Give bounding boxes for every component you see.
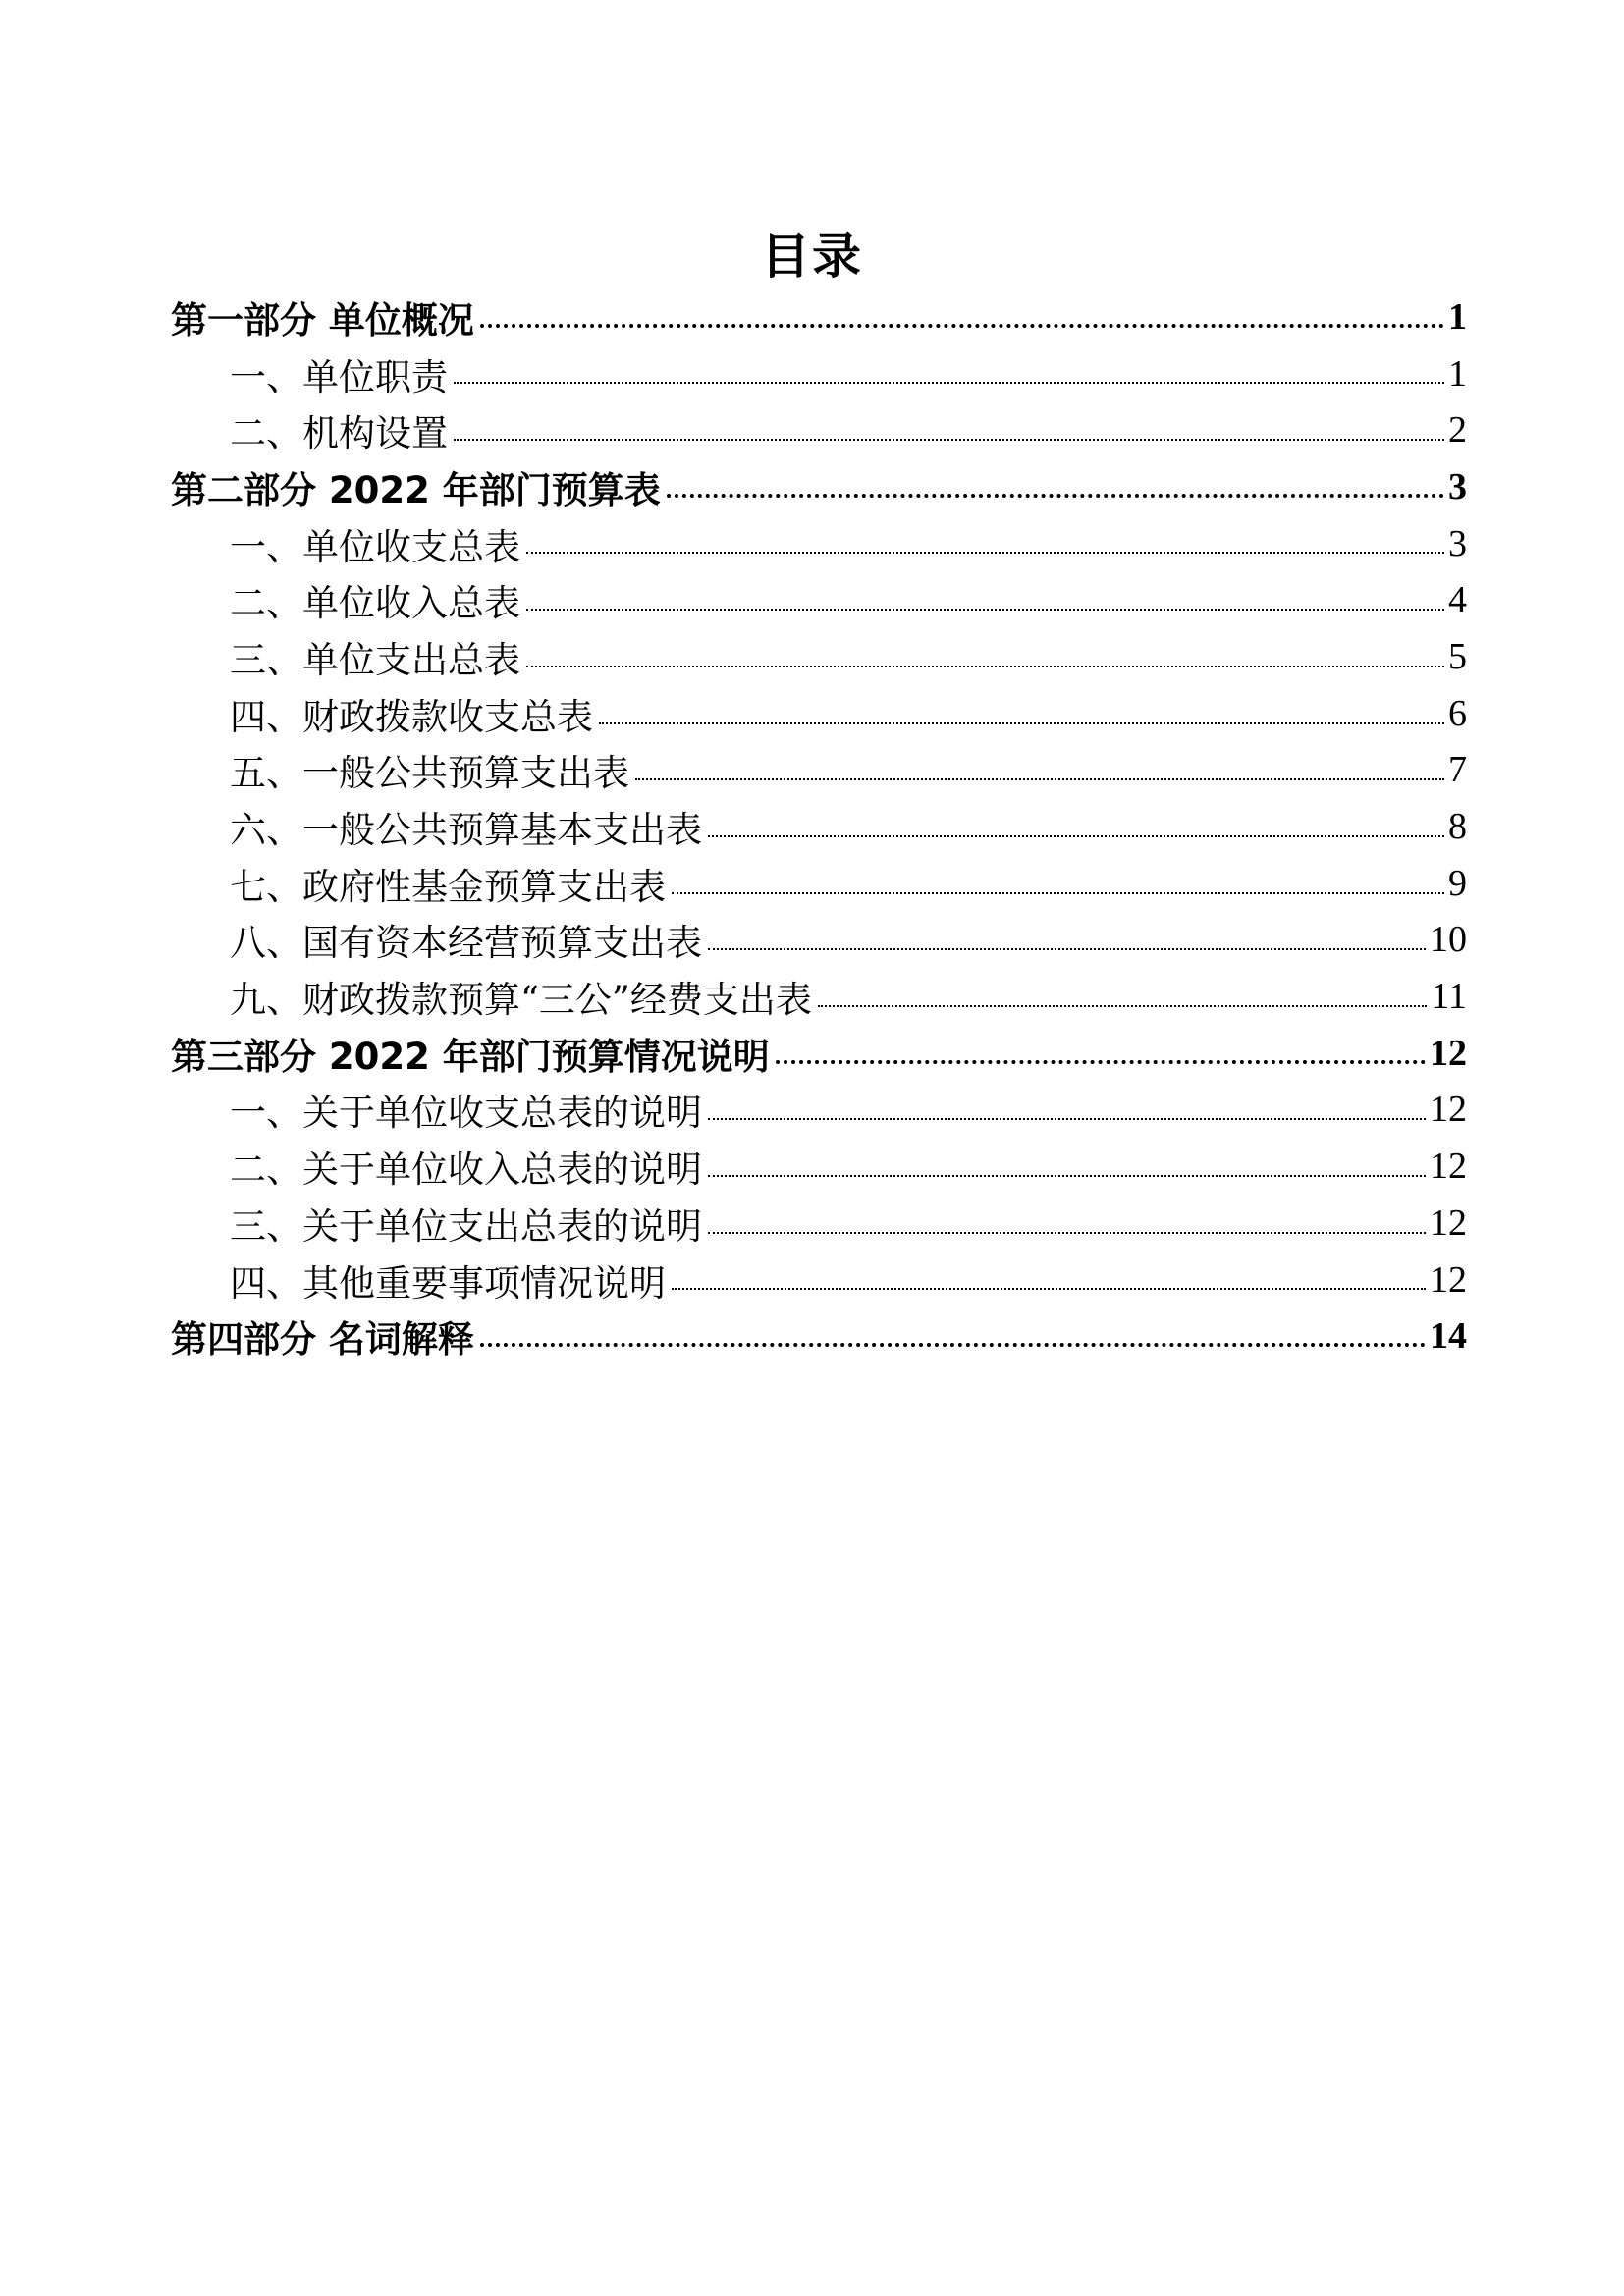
toc-entry-label: 三、关于单位支出总表的说明	[230, 1204, 702, 1248]
toc-entry-page: 1	[1448, 352, 1467, 395]
toc-entry-part2[interactable]	[171, 458, 1467, 515]
toc-entry-government-fund-expense[interactable]	[171, 855, 1467, 912]
toc-entry-page: 9	[1448, 862, 1467, 904]
toc-entry-label: 五、一般公共预算支出表	[230, 752, 629, 795]
toc-entry-page: 11	[1431, 976, 1467, 1018]
toc-entry-label: 四、其他重要事项情况说明	[230, 1261, 666, 1305]
toc-entry-organization[interactable]	[171, 401, 1467, 458]
dot-leader	[708, 835, 1444, 837]
toc-entry-label: 一、单位收支总表	[230, 525, 520, 568]
dot-leader	[667, 494, 1444, 498]
page-title: 目录	[761, 228, 863, 285]
toc-entry-other-matters[interactable]	[171, 1252, 1467, 1308]
toc-entry-label: 六、一般公共预算基本支出表	[230, 809, 702, 852]
toc-entry-label: 七、政府性基金预算支出表	[230, 865, 666, 908]
toc-entry-label: 八、国有资本经营预算支出表	[230, 922, 702, 965]
toc-entry-general-budget-basic-expense[interactable]	[171, 798, 1467, 855]
dot-leader	[708, 948, 1426, 950]
toc-entry-expense-summary[interactable]	[171, 628, 1467, 685]
toc-entry-page: 6	[1448, 692, 1467, 734]
dot-leader	[454, 439, 1444, 441]
dot-leader	[672, 1288, 1426, 1290]
dot-leader	[672, 892, 1444, 894]
dot-leader	[818, 1005, 1428, 1007]
toc-entry-page: 10	[1430, 919, 1467, 961]
toc-entry-page: 3	[1448, 522, 1467, 564]
dot-leader	[526, 666, 1444, 667]
toc-entry-part3[interactable]	[171, 1025, 1467, 1082]
toc-entry-page: 2	[1448, 409, 1467, 452]
toc-entry-label: 一、关于单位收支总表的说明	[230, 1092, 702, 1135]
toc-entry-income-expense-summary[interactable]	[171, 515, 1467, 572]
toc-entry-page: 3	[1448, 465, 1467, 507]
dot-leader	[526, 609, 1444, 611]
toc-entry-note-income-summary[interactable]	[171, 1138, 1467, 1195]
toc-entry-page: 12	[1430, 1089, 1467, 1131]
toc-entry-page: 1	[1448, 295, 1467, 338]
toc-entry-page: 4	[1448, 579, 1467, 621]
dot-leader	[708, 1232, 1426, 1234]
toc-entry-label: 第一部分 单位概况	[171, 298, 474, 342]
toc-entry-label: 三、单位支出总表	[230, 638, 520, 681]
toc-entry-page: 12	[1430, 1258, 1467, 1301]
toc-entry-label: 九、财政拨款预算“三公”经费支出表	[230, 979, 812, 1022]
toc-entry-page: 7	[1448, 749, 1467, 791]
toc-entry-note-income-expense-summary[interactable]	[171, 1082, 1467, 1139]
toc-entry-part4[interactable]	[171, 1308, 1467, 1364]
toc-entry-label: 四、财政拨款收支总表	[230, 695, 593, 738]
toc-entry-page: 12	[1430, 1201, 1467, 1244]
toc-entry-page: 8	[1448, 806, 1467, 848]
table-of-contents	[171, 289, 1467, 1364]
toc-entry-label: 一、单位职责	[230, 355, 448, 399]
dot-leader	[776, 1060, 1426, 1064]
dot-leader	[708, 1118, 1426, 1120]
toc-entry-general-budget-expense[interactable]	[171, 742, 1467, 799]
dot-leader	[454, 382, 1444, 384]
toc-entry-part1[interactable]	[171, 289, 1467, 346]
toc-entry-note-expense-summary[interactable]	[171, 1195, 1467, 1252]
toc-entry-page: 14	[1430, 1315, 1467, 1358]
toc-entry-label: 二、关于单位收入总表的说明	[230, 1148, 702, 1192]
toc-entry-state-capital-expense[interactable]	[171, 912, 1467, 969]
toc-entry-label: 第三部分 2022 年部门预算情况说明	[171, 1035, 770, 1078]
dot-leader	[635, 778, 1444, 780]
toc-entry-three-public-expense[interactable]	[171, 968, 1467, 1025]
toc-entry-income-summary[interactable]	[171, 571, 1467, 628]
dot-leader	[708, 1175, 1426, 1177]
dot-leader	[480, 1343, 1426, 1347]
toc-entry-label: 二、机构设置	[230, 412, 448, 455]
dot-leader	[480, 324, 1444, 328]
toc-entry-label: 第二部分 2022 年部门预算表	[171, 468, 661, 511]
toc-entry-page: 12	[1430, 1146, 1467, 1188]
dot-leader	[599, 722, 1444, 724]
toc-entry-fiscal-allocation-summary[interactable]	[171, 685, 1467, 742]
toc-entry-label: 第四部分 名词解释	[171, 1318, 474, 1362]
dot-leader	[526, 552, 1444, 554]
toc-entry-page: 5	[1448, 635, 1467, 677]
toc-entry-label: 二、单位收入总表	[230, 582, 520, 625]
toc-entry-unit-duties[interactable]	[171, 346, 1467, 402]
toc-entry-page: 12	[1430, 1032, 1467, 1074]
